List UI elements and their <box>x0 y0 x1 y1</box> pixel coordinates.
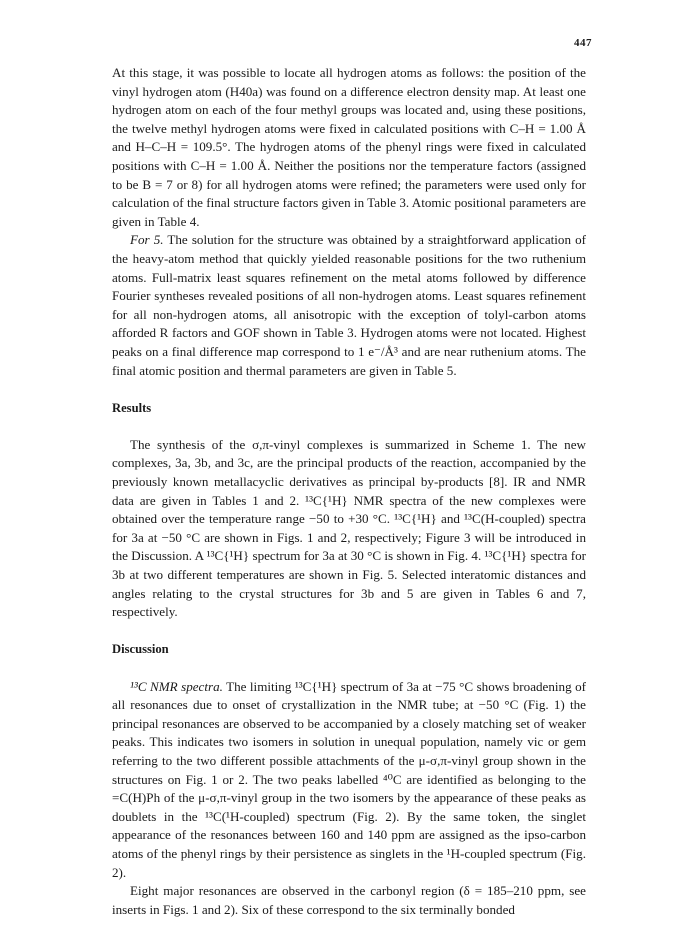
paragraph-body: The solution for the structure was obtained by a straightforward application of the heavy-atom method that quickly yielded reasonable positions for the two ruthenium atoms. Full-matrix least squares refinement on the metal atoms followed by difference Fourier syntheses revealed positions of all non-hydrogen atoms. Least squares refinement for all non-hydrogen atoms, all anisotropic with the exception of tolyl-carbon atoms afforded R factors and GOF shown in Table 3. Hydrogen atoms were not located. Highest peaks on a final difference map correspond to 1 e⁻/Å³ and are near ruthenium atoms. The final atomic position and thermal parameters are given in Table 5. <box>112 232 586 378</box>
spacer <box>112 380 586 399</box>
paragraph-lead: For 5. <box>130 232 164 248</box>
page-number: 447 <box>574 37 592 49</box>
paragraph-nmr-spectra <box>112 678 586 883</box>
paragraph-results: The synthesis of the σ,π-vinyl complexes is summarized in Scheme 1. The new complexes, 3a, 3b, and 3c, are the principal products of the reaction, accompanied by the previously known metallacyclic derivatives as principal by-products [8]. IR and NMR data are given in Tables 1 and 2. ¹³C{¹H} NMR spectra of the new complexes were obtained over the temperature range −50 to +30 °C. ¹³C{¹H} and ¹³C(H-coupled) spectra for 3a at −50 °C are shown in Figs. 1 and 2, respectively; Figure 3 will be introduced in the Discussion. A ¹³C{¹H} spectrum for 3a at 30 °C is shown in Fig. 4. ¹³C{¹H} spectra for 3b at two different temperatures are shown in Fig. 5. Selected interatomic distances and angles relating to the crystal structures for 3b and 5 are given in Tables 6 and 7, respectively. <box>112 436 586 620</box>
spacer <box>112 622 586 641</box>
paragraph-hydrogen-atoms: At this stage, it was possible to locate all hydrogen atoms as follows: the position of the vinyl hydrogen atom (H40a) was found on a difference electron density map. At least one hydrogen atom on each of the four methyl groups was located and, using these positions, the twelve methyl hydrogen atoms were fixed in calculated positions with C–H = 1.00 Å and H–C–H = 109.5°. The hydrogen atoms of the phenyl rings were fixed in calculated positions with C–H = 1.00 Å. Neither the positions nor the temperature factors (assigned to be B = 7 or 8) for all hydrogen atoms were refined; the parameters were used only for calculation of the final structure factors given in Table 3. Atomic positional parameters are given in Table 4. <box>112 65 586 229</box>
section-heading-results: Results <box>112 400 152 415</box>
paragraph-structure-5 <box>112 231 586 380</box>
paragraph-body: The limiting ¹³C{¹H} spectrum of 3a at −75 °C shows broadening of all resonances due to onset of crystallization in the NMR tube; at −50 °C (Fig. 1) the principal resonances are observed to be accompanied by a closely matching set of weaker peaks. This indicates two isomers in solution in unequal population, namely vic or gem referring to the two different possible attachments of the μ-σ,π-vinyl group shown in the structures on Fig. 1 or 2. The two peaks labelled ⁴⁰C are identified as belonging to the =C(H)Ph of the μ-σ,π-vinyl group in the two isomers by the appearance of these peaks as doublets in the ¹³C(¹H-coupled) spectrum (Fig. 2). By the same token, the singlet appearance of the resonances between 160 and 140 ppm are assigned as the ipso-carbon atoms of the phenyl rings by their persistence as singlets in the ¹H-coupled spectrum (Fig. 2). <box>112 678 586 880</box>
section-heading-discussion: Discussion <box>112 642 169 657</box>
spacer <box>112 659 586 678</box>
paragraph-lead: ¹³C NMR spectra. <box>130 678 223 694</box>
paragraph-carbonyl: Eight major resonances are observed in the carbonyl region (δ = 185–210 ppm, see inserts in Figs. 1 and 2). Six of these correspond to the six terminally bonded <box>112 883 586 917</box>
spacer <box>112 417 586 436</box>
text-column <box>112 64 586 919</box>
